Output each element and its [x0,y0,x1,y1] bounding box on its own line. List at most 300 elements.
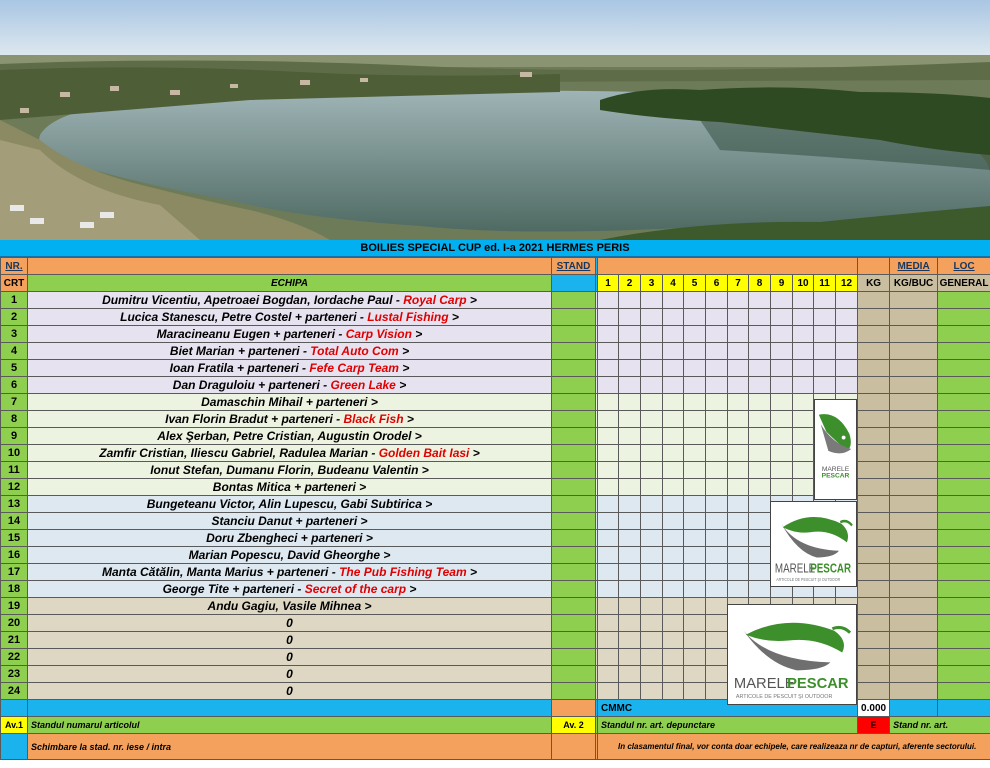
round-cell[interactable] [641,649,663,666]
round-cell[interactable] [771,428,793,445]
round-cell[interactable] [641,445,663,462]
round-cell[interactable] [728,292,749,309]
kg-cell[interactable] [858,428,890,445]
round-cell[interactable] [663,530,684,547]
round-cell[interactable] [749,292,771,309]
stand-cell[interactable] [552,292,596,309]
kg-cell[interactable] [858,445,890,462]
round-cell[interactable] [663,632,684,649]
round-cell[interactable] [706,479,728,496]
round-cell[interactable] [598,598,619,615]
round-cell[interactable] [663,564,684,581]
round-cell[interactable] [641,632,663,649]
general-cell[interactable] [938,411,990,428]
general-cell[interactable] [938,292,990,309]
kg-cell[interactable] [858,666,890,683]
general-cell[interactable] [938,513,990,530]
round-cell[interactable] [641,496,663,513]
round-cell[interactable] [728,428,749,445]
round-cell[interactable] [598,462,619,479]
round-cell[interactable] [706,683,728,700]
kg-cell[interactable] [858,581,890,598]
round-cell[interactable] [771,360,793,377]
round-cell[interactable] [728,479,749,496]
round-cell[interactable] [663,479,684,496]
round-cell[interactable] [619,479,641,496]
kg-cell[interactable] [858,615,890,632]
round-cell[interactable] [663,326,684,343]
round-cell[interactable] [749,309,771,326]
kg-cell[interactable] [858,598,890,615]
round-cell[interactable] [663,462,684,479]
round-cell[interactable] [706,360,728,377]
round-cell[interactable] [793,326,814,343]
round-cell[interactable] [684,326,706,343]
round-cell[interactable] [793,428,814,445]
round-cell[interactable] [706,649,728,666]
round-cell[interactable] [706,309,728,326]
general-cell[interactable] [938,683,990,700]
round-cell[interactable] [641,615,663,632]
round-cell[interactable] [793,411,814,428]
round-cell[interactable] [793,377,814,394]
stand-cell[interactable] [552,428,596,445]
round-cell[interactable] [728,462,749,479]
round-cell[interactable] [684,394,706,411]
round-cell[interactable] [619,666,641,683]
round-cell[interactable] [793,479,814,496]
round-cell[interactable] [641,309,663,326]
round-cell[interactable] [706,615,728,632]
round-cell[interactable] [684,581,706,598]
round-cell[interactable] [749,428,771,445]
round-cell[interactable] [619,428,641,445]
stand-cell[interactable] [552,309,596,326]
kg-cell[interactable] [858,394,890,411]
kg-cell[interactable] [858,496,890,513]
general-cell[interactable] [938,428,990,445]
stand-cell[interactable] [552,581,596,598]
general-cell[interactable] [938,445,990,462]
round-cell[interactable] [663,377,684,394]
round-cell[interactable] [641,377,663,394]
kg-buc-cell[interactable] [890,292,938,309]
kg-buc-cell[interactable] [890,309,938,326]
round-cell[interactable] [749,462,771,479]
stand-cell[interactable] [552,394,596,411]
kg-buc-cell[interactable] [890,445,938,462]
stand-cell[interactable] [552,326,596,343]
round-cell[interactable] [749,394,771,411]
kg-buc-cell[interactable] [890,547,938,564]
round-cell[interactable] [663,343,684,360]
stand-cell[interactable] [552,496,596,513]
round-cell[interactable] [728,411,749,428]
kg-cell[interactable] [858,343,890,360]
round-cell[interactable] [663,683,684,700]
round-cell[interactable] [619,649,641,666]
round-cell[interactable] [598,343,619,360]
round-cell[interactable] [663,445,684,462]
round-cell[interactable] [598,326,619,343]
round-cell[interactable] [728,496,749,513]
round-cell[interactable] [641,530,663,547]
round-cell[interactable] [814,360,836,377]
general-cell[interactable] [938,649,990,666]
kg-cell[interactable] [858,462,890,479]
stand-cell[interactable] [552,462,596,479]
round-cell[interactable] [598,428,619,445]
round-cell[interactable] [728,581,749,598]
round-cell[interactable] [728,309,749,326]
round-cell[interactable] [749,496,771,513]
round-cell[interactable] [598,292,619,309]
round-cell[interactable] [793,343,814,360]
round-cell[interactable] [684,564,706,581]
round-cell[interactable] [684,411,706,428]
round-cell[interactable] [641,581,663,598]
kg-buc-cell[interactable] [890,666,938,683]
stand-cell[interactable] [552,343,596,360]
round-cell[interactable] [598,666,619,683]
kg-cell[interactable] [858,309,890,326]
round-cell[interactable] [706,530,728,547]
round-cell[interactable] [684,513,706,530]
round-cell[interactable] [706,513,728,530]
round-cell[interactable] [663,666,684,683]
round-cell[interactable] [728,564,749,581]
round-cell[interactable] [793,292,814,309]
general-cell[interactable] [938,496,990,513]
kg-cell[interactable] [858,683,890,700]
round-cell[interactable] [771,394,793,411]
round-cell[interactable] [728,445,749,462]
round-cell[interactable] [619,309,641,326]
round-cell[interactable] [706,632,728,649]
round-cell[interactable] [684,547,706,564]
kg-buc-cell[interactable] [890,496,938,513]
round-cell[interactable] [814,309,836,326]
round-cell[interactable] [641,564,663,581]
kg-buc-cell[interactable] [890,513,938,530]
round-cell[interactable] [663,547,684,564]
round-cell[interactable] [619,581,641,598]
round-cell[interactable] [728,360,749,377]
round-cell[interactable] [641,547,663,564]
round-cell[interactable] [684,683,706,700]
round-cell[interactable] [749,377,771,394]
round-cell[interactable] [684,496,706,513]
round-cell[interactable] [663,428,684,445]
general-cell[interactable] [938,343,990,360]
round-cell[interactable] [684,360,706,377]
round-cell[interactable] [598,377,619,394]
round-cell[interactable] [598,530,619,547]
round-cell[interactable] [598,632,619,649]
round-cell[interactable] [619,292,641,309]
general-cell[interactable] [938,547,990,564]
general-cell[interactable] [938,615,990,632]
round-cell[interactable] [598,564,619,581]
round-cell[interactable] [598,360,619,377]
general-cell[interactable] [938,462,990,479]
round-cell[interactable] [706,564,728,581]
round-cell[interactable] [663,649,684,666]
round-cell[interactable] [619,360,641,377]
stand-cell[interactable] [552,564,596,581]
kg-buc-cell[interactable] [890,581,938,598]
round-cell[interactable] [619,411,641,428]
kg-cell[interactable] [858,649,890,666]
round-cell[interactable] [619,377,641,394]
general-cell[interactable] [938,530,990,547]
round-cell[interactable] [728,377,749,394]
round-cell[interactable] [663,496,684,513]
round-cell[interactable] [663,360,684,377]
round-cell[interactable] [684,428,706,445]
kg-cell[interactable] [858,530,890,547]
round-cell[interactable] [749,360,771,377]
round-cell[interactable] [706,292,728,309]
kg-cell[interactable] [858,632,890,649]
kg-buc-cell[interactable] [890,343,938,360]
general-cell[interactable] [938,632,990,649]
stand-cell[interactable] [552,411,596,428]
round-cell[interactable] [836,326,858,343]
round-cell[interactable] [749,445,771,462]
round-cell[interactable] [814,343,836,360]
round-cell[interactable] [684,462,706,479]
round-cell[interactable] [771,343,793,360]
round-cell[interactable] [706,581,728,598]
round-cell[interactable] [706,394,728,411]
round-cell[interactable] [749,411,771,428]
round-cell[interactable] [598,547,619,564]
round-cell[interactable] [749,343,771,360]
round-cell[interactable] [771,479,793,496]
round-cell[interactable] [684,377,706,394]
general-cell[interactable] [938,326,990,343]
round-cell[interactable] [836,360,858,377]
round-cell[interactable] [619,683,641,700]
round-cell[interactable] [598,683,619,700]
round-cell[interactable] [619,564,641,581]
round-cell[interactable] [814,377,836,394]
round-cell[interactable] [663,598,684,615]
round-cell[interactable] [641,513,663,530]
round-cell[interactable] [771,292,793,309]
round-cell[interactable] [749,564,771,581]
round-cell[interactable] [684,666,706,683]
round-cell[interactable] [619,496,641,513]
round-cell[interactable] [771,377,793,394]
general-cell[interactable] [938,666,990,683]
round-cell[interactable] [749,547,771,564]
round-cell[interactable] [641,292,663,309]
kg-buc-cell[interactable] [890,615,938,632]
round-cell[interactable] [771,309,793,326]
round-cell[interactable] [771,445,793,462]
round-cell[interactable] [706,496,728,513]
round-cell[interactable] [619,462,641,479]
round-cell[interactable] [619,547,641,564]
stand-cell[interactable] [552,632,596,649]
general-cell[interactable] [938,598,990,615]
round-cell[interactable] [684,343,706,360]
round-cell[interactable] [598,513,619,530]
kg-buc-cell[interactable] [890,326,938,343]
round-cell[interactable] [684,309,706,326]
general-cell[interactable] [938,479,990,496]
kg-cell[interactable] [858,411,890,428]
round-cell[interactable] [793,360,814,377]
round-cell[interactable] [749,479,771,496]
round-cell[interactable] [706,411,728,428]
general-cell[interactable] [938,377,990,394]
round-cell[interactable] [771,411,793,428]
round-cell[interactable] [598,479,619,496]
round-cell[interactable] [663,581,684,598]
round-cell[interactable] [641,411,663,428]
round-cell[interactable] [684,479,706,496]
round-cell[interactable] [619,394,641,411]
kg-buc-cell[interactable] [890,394,938,411]
round-cell[interactable] [793,445,814,462]
kg-buc-cell[interactable] [890,377,938,394]
stand-cell[interactable] [552,666,596,683]
round-cell[interactable] [706,326,728,343]
round-cell[interactable] [836,309,858,326]
round-cell[interactable] [684,649,706,666]
round-cell[interactable] [793,462,814,479]
round-cell[interactable] [663,615,684,632]
round-cell[interactable] [706,343,728,360]
round-cell[interactable] [684,632,706,649]
stand-cell[interactable] [552,479,596,496]
round-cell[interactable] [619,598,641,615]
general-cell[interactable] [938,309,990,326]
round-cell[interactable] [641,462,663,479]
round-cell[interactable] [684,530,706,547]
stand-cell[interactable] [552,683,596,700]
round-cell[interactable] [619,326,641,343]
round-cell[interactable] [728,394,749,411]
round-cell[interactable] [749,581,771,598]
stand-cell[interactable] [552,377,596,394]
round-cell[interactable] [814,326,836,343]
round-cell[interactable] [619,513,641,530]
kg-cell[interactable] [858,513,890,530]
round-cell[interactable] [793,394,814,411]
general-cell[interactable] [938,581,990,598]
round-cell[interactable] [641,666,663,683]
round-cell[interactable] [598,411,619,428]
round-cell[interactable] [684,292,706,309]
round-cell[interactable] [598,309,619,326]
round-cell[interactable] [663,513,684,530]
kg-cell[interactable] [858,564,890,581]
round-cell[interactable] [663,394,684,411]
round-cell[interactable] [663,292,684,309]
kg-buc-cell[interactable] [890,564,938,581]
stand-cell[interactable] [552,649,596,666]
round-cell[interactable] [728,343,749,360]
round-cell[interactable] [598,496,619,513]
stand-cell[interactable] [552,445,596,462]
kg-buc-cell[interactable] [890,683,938,700]
round-cell[interactable] [663,411,684,428]
round-cell[interactable] [663,309,684,326]
kg-buc-cell[interactable] [890,632,938,649]
round-cell[interactable] [771,462,793,479]
round-cell[interactable] [641,326,663,343]
round-cell[interactable] [619,343,641,360]
round-cell[interactable] [749,513,771,530]
round-cell[interactable] [706,445,728,462]
round-cell[interactable] [619,445,641,462]
round-cell[interactable] [641,360,663,377]
round-cell[interactable] [728,530,749,547]
round-cell[interactable] [619,632,641,649]
kg-buc-cell[interactable] [890,598,938,615]
round-cell[interactable] [684,615,706,632]
general-cell[interactable] [938,360,990,377]
round-cell[interactable] [641,343,663,360]
round-cell[interactable] [706,428,728,445]
round-cell[interactable] [641,428,663,445]
round-cell[interactable] [598,649,619,666]
kg-cell[interactable] [858,479,890,496]
kg-buc-cell[interactable] [890,479,938,496]
kg-buc-cell[interactable] [890,360,938,377]
round-cell[interactable] [598,445,619,462]
kg-buc-cell[interactable] [890,462,938,479]
round-cell[interactable] [793,309,814,326]
round-cell[interactable] [619,615,641,632]
round-cell[interactable] [706,598,728,615]
stand-cell[interactable] [552,615,596,632]
kg-cell[interactable] [858,547,890,564]
round-cell[interactable] [706,547,728,564]
round-cell[interactable] [771,326,793,343]
stand-cell[interactable] [552,360,596,377]
round-cell[interactable] [836,292,858,309]
round-cell[interactable] [728,547,749,564]
round-cell[interactable] [641,598,663,615]
round-cell[interactable] [598,581,619,598]
round-cell[interactable] [749,530,771,547]
round-cell[interactable] [641,479,663,496]
round-cell[interactable] [836,377,858,394]
round-cell[interactable] [836,343,858,360]
kg-buc-cell[interactable] [890,428,938,445]
round-cell[interactable] [749,326,771,343]
kg-buc-cell[interactable] [890,649,938,666]
round-cell[interactable] [706,377,728,394]
round-cell[interactable] [706,666,728,683]
stand-cell[interactable] [552,513,596,530]
kg-cell[interactable] [858,326,890,343]
stand-cell[interactable] [552,598,596,615]
round-cell[interactable] [814,292,836,309]
kg-cell[interactable] [858,292,890,309]
general-cell[interactable] [938,394,990,411]
round-cell[interactable] [728,513,749,530]
kg-buc-cell[interactable] [890,530,938,547]
general-cell[interactable] [938,564,990,581]
kg-buc-cell[interactable] [890,411,938,428]
round-cell[interactable] [728,326,749,343]
